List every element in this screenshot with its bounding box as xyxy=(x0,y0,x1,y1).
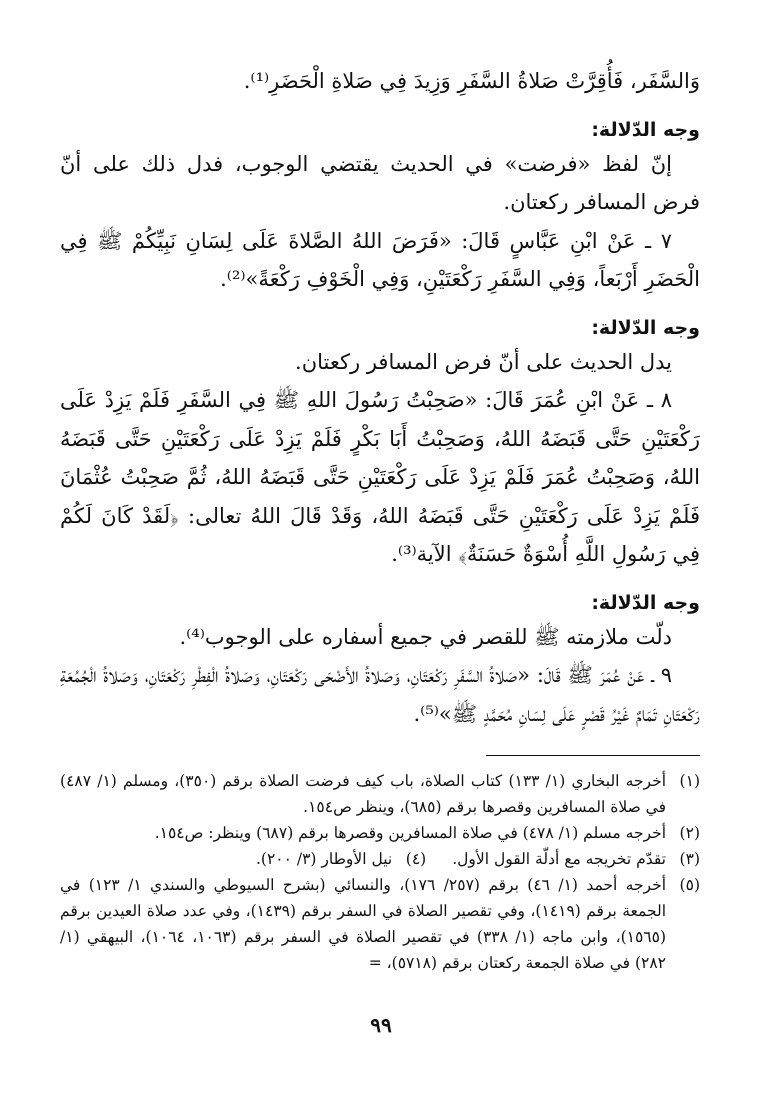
footnote-text: أخرجه أحمد (١/ ٤٦) برقم (٢٥٧/ ١٧٦)، والنسائي (بشرح السيوطي والسندي ١/ ١٢٣) في الجمعة برقم (١٤١٩)، وفي تقصير الصلاة في السفر برقم (١٤٣٩)، وفي عدد صلاة العيدين برقم (١٥٦٥)، وابن ماجه (١/ ٣٣٨) في تقصير الصلاة في السفر برقم (١٠٦٣، ١٠٦٤)، البيهقي (١/ ٢٨٢) في صلاة الجمعة ركعتان برقم (٥٧١٨)، = xyxy=(60,876,667,972)
footnote-2 xyxy=(60,820,700,846)
section-heading-1: وجه الدّلالة: xyxy=(591,118,700,141)
footnote-number: (١) xyxy=(679,772,700,790)
footnote-number: (٢) xyxy=(679,824,700,842)
page-number: ٩٩ xyxy=(370,1013,392,1037)
hadith-9: ٩ ـ عَنْ عُمَرَ ﷺ قَالَ: «صَلاةُ السَّفَرِ رَكْعَتَانِ، وَصَلاةُ الأَضْحَى رَكْعَتَانِ، وَصَلاةُ الْفِطْرِ رَكْعَتَانِ، وَصَلاةُ الْجُمُعَةِ رَكْعَتَانِ تَمَامٌ غَيْرُ قَصْرٍ عَلَى لِسَانِ مُحَمَّدٍ ﷺ»⁽⁵⁾. xyxy=(60,663,700,726)
footnotes xyxy=(60,768,700,976)
paragraph-3: دلّت ملازمته ﷺ للقصر في جميع أسفاره على الوجوب⁽⁴⁾. xyxy=(179,624,672,649)
footnote-5 xyxy=(60,872,700,976)
footnote-text: أخرجه مسلم (١/ ٤٧٨) في صلاة المسافرين وقصرها برقم (٦٨٧) وينظر: ص١٥٤. xyxy=(154,824,666,842)
footnote-1 xyxy=(60,768,700,820)
intro-paragraph: وَالسَّفَر، فَأُقِرَّتْ صَلاةُ السَّفَرِ وَزِيدَ فِي صَلاةِ الْحَضَرِ⁽¹⁾. xyxy=(243,69,700,93)
footnote-text: نيل الأوطار (٣/ ٢٠٠). xyxy=(255,850,393,868)
footnote-4 xyxy=(256,846,426,872)
footnotes-3-4-row xyxy=(60,846,700,872)
hadith-8: ٨ ـ عَنْ ابْنِ عُمَرَ قَالَ: «صَحِبْتُ رَسُولَ اللهِ ﷺ فِي السَّفَرِ فَلَمْ يَزِدْ عَلَى رَكْعَتَيْنِ حَتَّى قَبَضَهُ اللهُ، وَصَحِبْتُ أَبَا بَكْرٍ فَلَمْ يَزِدْ عَلَى رَكْعَتَيْنِ حَتَّى قَبَضَهُ اللهُ، وَصَحِبْتُ عُمَرَ فَلَمْ يَزِدْ عَلَى رَكْعَتَيْنِ حَتَّى قَبَضَهُ اللهُ، ثُمَّ صَحِبْتُ عُثْمَانَ فَلَمْ يَزِدْ عَلَى رَكْعَتَيْنِ حَتَّى قَبَضَهُ اللهُ، وَقَدْ قَالَ اللهُ تعالى: ﴿لَقَدْ كَانَ لَكُمْ فِي رَسُولِ اللَّهِ أُسْوَةٌ حَسَنَةٌ﴾ الآية⁽³⁾. xyxy=(60,388,700,566)
footnote-number: (٤) xyxy=(405,850,427,868)
footnote-text: تقدّم تخريجه مع أدلّة القول الأول. xyxy=(452,850,666,868)
footnote-number: (٣) xyxy=(679,850,700,868)
paragraph-1: إنّ لفظ «فرضت» في الحديث يقتضي الوجوب، فدل ذلك على أنّ فرض المسافر ركعتان. xyxy=(60,151,700,214)
hadith-7: ٧ ـ عَنْ ابْنِ عَبَّاسٍ قَالَ: «فَرَضَ اللهُ الصَّلاةَ عَلَى لِسَانِ نَبِيِّكُمْ ﷺ فِي الْحَضَرِ أَرْبَعاً، وَفِي السَّفَرِ رَكْعَتَيْنِ، وَفِي الْخَوْفِ رَكْعَةً»⁽²⁾. xyxy=(60,228,700,291)
footnote-text: أخرجه البخاري (١/ ١٣٣) كتاب الصلاة، باب كيف فرضت الصلاة برقم (٣٥٠)، ومسلم (١/ ٤٨٧) في صلاة المسافرين وقصرها برقم (٦٨٥)، وينظر ص١٥٤. xyxy=(60,772,666,816)
paragraph-2: يدل الحديث على أنّ فرض المسافر ركعتان. xyxy=(295,349,672,374)
footnote-number: (٥) xyxy=(679,876,700,894)
footnote-3 xyxy=(452,846,700,872)
page-body xyxy=(60,62,700,976)
section-heading-3: وجه الدّلالة: xyxy=(591,591,700,614)
section-heading-2: وجه الدّلالة: xyxy=(591,316,700,339)
footnote-separator xyxy=(486,755,700,756)
